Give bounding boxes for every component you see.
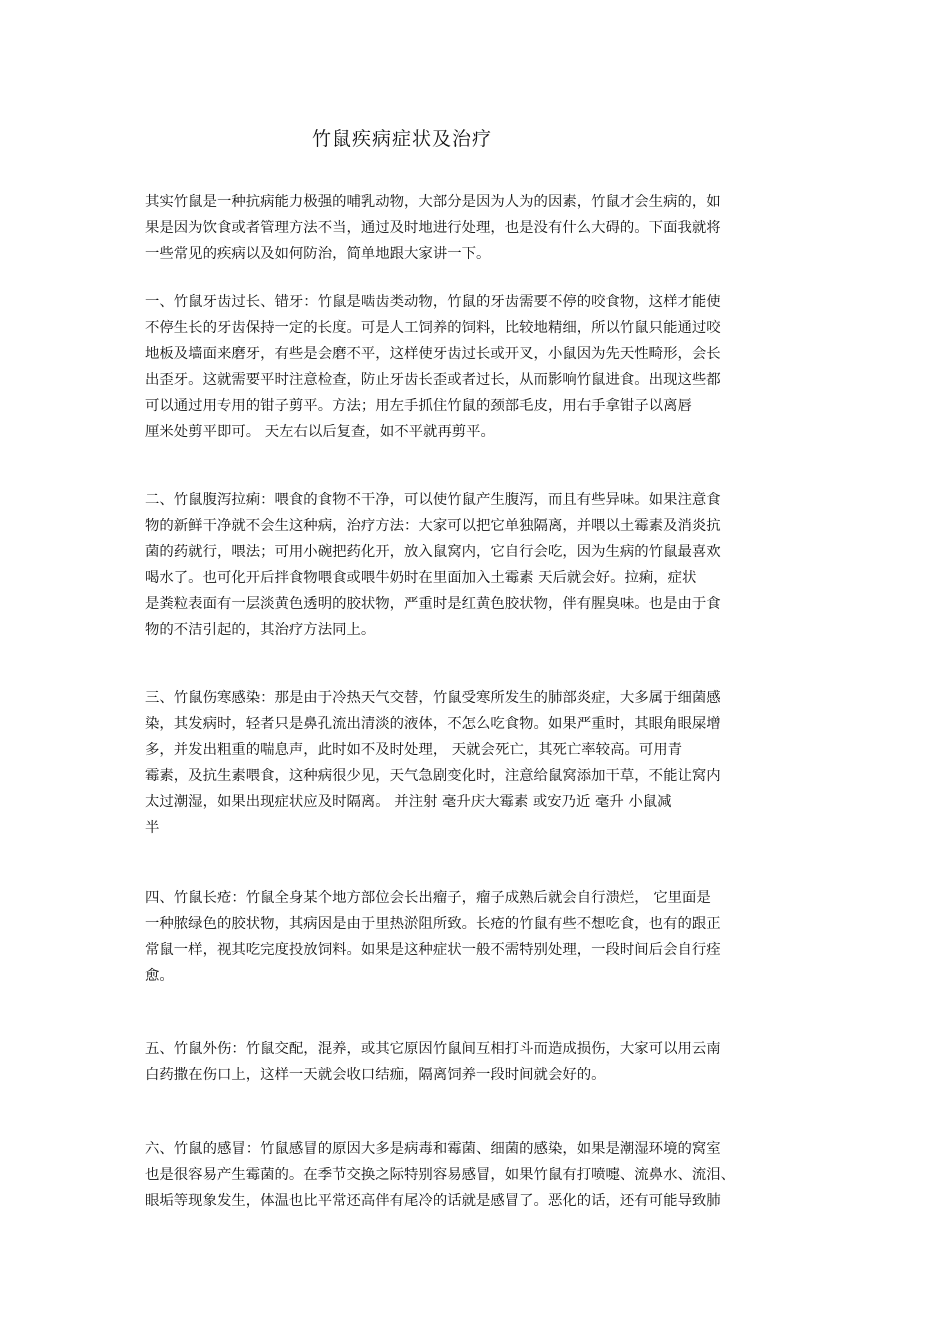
- text-line: 一、竹鼠牙齿过长、错牙：竹鼠是啮齿类动物，竹鼠的牙齿需要不停的咬食物，这样才能使: [145, 294, 721, 310]
- paragraph-intro: [145, 189, 809, 267]
- text-line: 物的不洁引起的，其治疗方法同上。: [145, 622, 376, 638]
- text-line: 喝水了。也可化开后拌食物喂食或喂牛奶时在里面加入土霉素 天后就会好。拉痢，症状: [145, 570, 697, 586]
- text-line: 是粪粒表面有一层淡黄色透明的胶状物，严重时是红黄色胶状物，伴有腥臭味。也是由于食: [145, 596, 721, 612]
- paragraph-section-5: [145, 1036, 809, 1088]
- text-line: 其实竹鼠是一种抗病能力极强的哺乳动物，大部分是因为人为的因素，竹鼠才会生病的，如: [145, 194, 721, 210]
- paragraph-section-2: [145, 487, 809, 643]
- text-line: 出歪牙。这就需要平时注意检查，防止牙齿长歪或者过长，从而影响竹鼠进食。出现这些都: [145, 372, 721, 388]
- text-line: 多，并发出粗重的喘息声，此时如不及时处理， 天就会死亡，其死亡率较高。可用青: [145, 742, 683, 758]
- text-line: 太过潮湿，如果出现症状应及时隔离。 并注射 毫升庆大霉素 或安乃近 毫升 小鼠减: [145, 794, 672, 810]
- paragraph-section-6: [145, 1136, 809, 1214]
- text-line: 五、竹鼠外伤：竹鼠交配，混养，或其它原因竹鼠间互相打斗而造成损伤，大家可以用云南: [145, 1041, 721, 1057]
- paragraph-section-3: [145, 685, 809, 841]
- text-line: 菌的药就行，喂法；可用小碗把药化开，放入鼠窝内，它自行会吃，因为生病的竹鼠最喜欢: [145, 544, 721, 560]
- text-line: 可以通过用专用的钳子剪平。方法；用左手抓住竹鼠的颈部毛皮，用右手拿钳子以离唇: [145, 398, 692, 414]
- text-line: 六、竹鼠的感冒：竹鼠感冒的原因大多是病毒和霉菌、细菌的感染，如果是潮湿环境的窝室: [145, 1141, 721, 1157]
- text-line: 愈。: [145, 968, 174, 984]
- text-line: 一些常见的疾病以及如何防治，简单地跟大家讲一下。: [145, 246, 491, 262]
- text-line: 二、竹鼠腹泻拉痢：喂食的食物不干净，可以使竹鼠产生腹泻，而且有些异味。如果注意食: [145, 492, 721, 508]
- text-line: 厘米处剪平即可。 天左右以后复查，如不平就再剪平。: [145, 424, 495, 440]
- text-line: 也是很容易产生霉菌的。在季节交换之际特别容易感冒，如果竹鼠有打喷嚏、流鼻水、流泪、: [145, 1167, 736, 1183]
- text-line: 眼垢等现象发生，体温也比平常还高伴有尾冷的话就是感冒了。恶化的话，还有可能导致肺: [145, 1193, 721, 1209]
- text-line: 三、竹鼠伤寒感染：那是由于冷热天气交替，竹鼠受寒所发生的肺部炎症，大多属于细菌感: [145, 690, 721, 706]
- text-line: 染，其发病时，轻者只是鼻孔流出清淡的液体，不怎么吃食物。如果严重时，其眼角眼屎增: [145, 716, 721, 732]
- text-line: 霉素，及抗生素喂食，这种病很少见，天气急剧变化时，注意给鼠窝添加干草，不能让窝内: [145, 768, 721, 784]
- text-line: 一种脓绿色的胶状物，其病因是由于里热淤阻所致。长疮的竹鼠有些不想吃食，也有的跟正: [145, 916, 721, 932]
- document-title: 竹鼠疾病症状及治疗: [312, 128, 493, 150]
- text-line: 四、竹鼠长疮：竹鼠全身某个地方部位会长出瘤子，瘤子成熟后就会自行溃烂， 它里面是: [145, 890, 711, 906]
- paragraph-section-1: [145, 289, 809, 445]
- text-line: 不停生长的牙齿保持一定的长度。可是人工饲养的饲料，比较地精细，所以竹鼠只能通过咬: [145, 320, 721, 336]
- text-line: 果是因为饮食或者管理方法不当，通过及时地进行处理，也是没有什么大碍的。下面我就将: [145, 220, 721, 236]
- text-line: 地板及墙面来磨牙，有些是会磨不平，这样使牙齿过长或开叉，小鼠因为先天性畸形，会长: [145, 346, 721, 362]
- text-line: 常鼠一样，视其吃完度投放饲料。如果是这种症状一般不需特别处理，一段时间后会自行痊: [145, 942, 721, 958]
- paragraph-section-4: [145, 885, 809, 989]
- text-line: 物的新鲜干净就不会生这种病，治疗方法：大家可以把它单独隔离，并喂以土霉素及消炎抗: [145, 518, 721, 534]
- text-line: 半: [145, 820, 160, 836]
- text-line: 白药撒在伤口上，这样一天就会收口结痂，隔离饲养一段时间就会好的。: [145, 1067, 606, 1083]
